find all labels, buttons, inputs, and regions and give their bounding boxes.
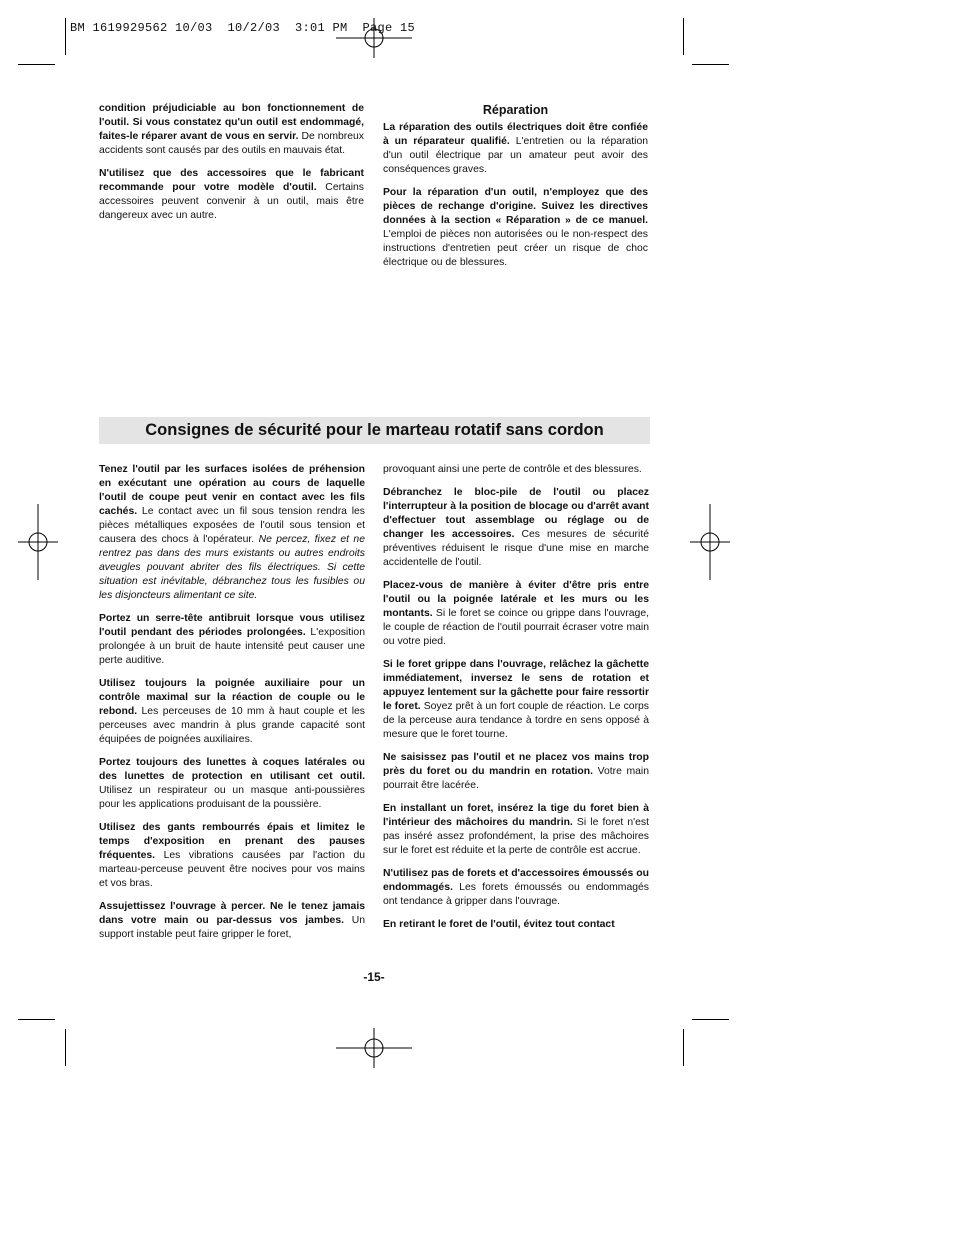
crop-mark-bl-v: [65, 1029, 66, 1066]
paragraph: Portez toujours des lunettes à coques latérales ou des lunettes de protection en utilisant cet outil. Utilisez un respirateur ou un masque anti-poussières pour les applications produisant de la poussière.: [99, 757, 365, 810]
paragraph: condition préjudiciable au bon fonctionnement de l'outil. Si vous constatez qu'un outil est endommagé, faites-le réparer avant de vous en servir. De nombreux accidents sont causés par des outils en mauvais état.: [99, 103, 364, 156]
paragraph: N'utilisez que des accessoires que le fabricant recommande pour votre modèle d'outil. Certains accessoires peuvent convenir à un outil, mais être dangereux avec un autre.: [99, 168, 365, 221]
crop-mark-tl-h: [18, 64, 55, 65]
paragraph: Assujettissez l'ouvrage à percer. Ne le tenez jamais dans votre main ou par-dessus vos jambes. Un support instable peut faire gripper le foret,: [99, 901, 366, 940]
paragraph: En installant un foret, insérez la tige du foret bien à l'intérieur des mâchoires du mandrin. Si le foret n'est pas inséré assez profondément, la prise des mâchoires sur le foret est réduite et la perte de contrôle est accrue.: [383, 803, 649, 856]
crop-mark-br-v: [683, 1029, 684, 1066]
crop-mark-br-h: [692, 1019, 729, 1020]
paragraph: Ne saisissez pas l'outil et ne placez vos mains trop près du foret ou du mandrin en rotation. Votre main pourrait être lacérée.: [383, 752, 649, 791]
paragraph: Placez-vous de manière à éviter d'être pris entre l'outil ou la poignée latérale et les murs ou les montants. Si le foret se coince ou grippe dans l'ouvrage, le couple de réaction de l'outil pourrait écraser votre main ou votre pied.: [383, 580, 649, 647]
paragraph: En retirant le foret de l'outil, évitez tout contact: [383, 919, 615, 930]
bottom-left-column: [99, 463, 365, 951]
paragraph: Portez un serre-tête antibruit lorsque vous utilisez l'outil pendant des périodes prolongées. L'exposition prolongée à un bruit de haute intensité peut causer une perte auditive.: [99, 613, 365, 666]
paragraph: Utilisez toujours la poignée auxiliaire pour un contrôle maximal sur la réaction de couple ou le rebond. Les perceuses de 10 mm à haut couple et les perceuses avec mandrin à plus grande capacité sont équipées de poignées auxiliaires.: [99, 678, 365, 745]
registration-mark-right: [690, 504, 730, 580]
paragraph: Utilisez des gants rembourrés épais et limitez le temps d'exposition en prenant des pauses fréquentes. Les vibrations causées par l'action du marteau-perceuse peuvent être nocives pour vos mains et vos bras.: [99, 822, 365, 889]
paragraph: Tenez l'outil par les surfaces isolées de préhension en exécutant une opération au cours de laquelle l'outil de coupe peut venir en contact avec les fils cachés. Le contact avec un fil sous tension rendra les pièces métalliques exposées de l'outil sous tension et causera des chocs à l'opérateur. Ne percez, fixez et ne rentrez pas dans des murs existants ou autres endroits aveugles pouvant abriter des fils électriques. Si cette situation est inévitable, débranchez tous les fusibles ou les disjoncteurs alimentant ce site.: [99, 464, 365, 601]
registration-mark-bottom: [336, 1028, 412, 1068]
page-number: -15-: [363, 970, 385, 984]
paragraph: Si le foret grippe dans l'ouvrage, relâchez la gâchette immédiatement, inversez le sens de rotation et appuyez lentement sur la gâchette pour faire ressortir le foret. Soyez prêt à un fort couple de réaction. Le corps de la perceuse aura tendance à tordre en sens opposé à mesure que le foret tourne.: [383, 659, 650, 740]
registration-mark-top: [336, 18, 412, 58]
bottom-right-column: [383, 463, 649, 941]
paragraph: La réparation des outils électriques doit être confiée à un réparateur qualifié. L'entretien ou la réparation d'un outil électrique par un amateur peut avoir des conséquences graves.: [383, 122, 649, 175]
paragraph: provoquant ainsi une perte de contrôle et des blessures.: [383, 464, 642, 475]
crop-mark-bl-h: [18, 1019, 55, 1020]
section-heading-reparation: Réparation: [482, 103, 549, 117]
paragraph: Débranchez le bloc-pile de l'outil ou placez l'interrupteur à la position de blocage ou d'arrêt avant d'effectuer tout assemblage ou réglage ou de changer les accessoires. Ces mesures de sécurité préventives réduisent le risque d'une mise en marche accidentelle de l'outil.: [383, 487, 649, 568]
registration-mark-left: [18, 504, 58, 580]
print-slug: BM 1619929562 10/03 10/2/03 3:01 PM Page 15: [70, 21, 416, 35]
paragraph: Pour la réparation d'un outil, n'employez que des pièces de rechange d'origine. Suivez les directives données à la section « Réparation » de ce manuel. L'emploi de pièces non autorisées ou le non-respect des instructions d'entretien peut créer un risque de choc électrique ou de blessures.: [383, 187, 648, 268]
paragraph: N'utilisez pas de forets et d'accessoires émoussés ou endommagés. Les forets émoussés ou endommagés ont tendance à gripper dans l'ouvrage.: [383, 868, 649, 907]
crop-mark-tr-h: [692, 64, 729, 65]
top-left-column: [99, 102, 364, 232]
crop-mark-tl-v: [65, 18, 66, 55]
crop-mark-tr-v: [683, 18, 684, 55]
section-banner: Consignes de sécurité pour le marteau rotatif sans cordon: [99, 417, 650, 444]
top-right-column: [383, 102, 648, 279]
